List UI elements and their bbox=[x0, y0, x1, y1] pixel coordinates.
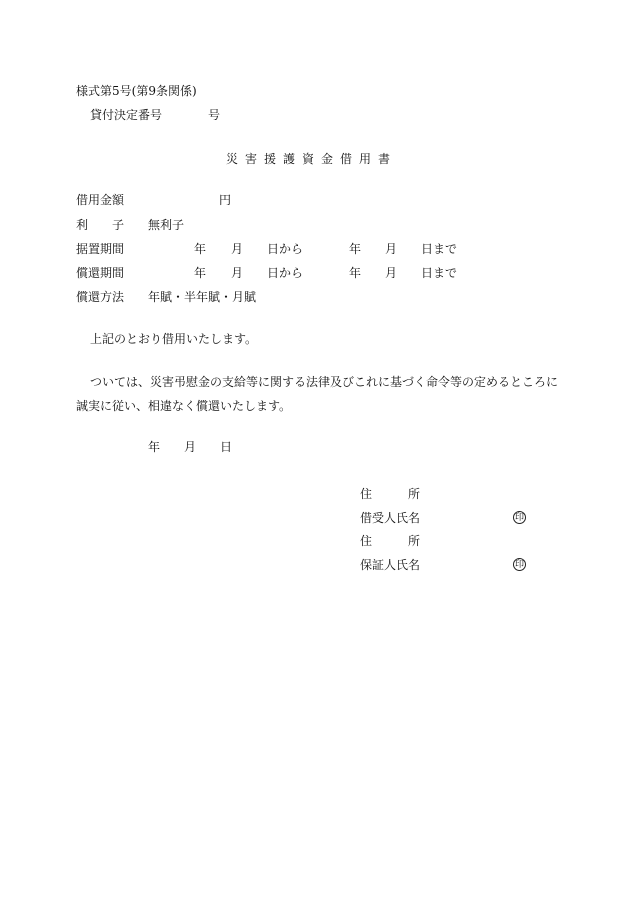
decision-number-label: 貸付決定番号 bbox=[90, 108, 163, 122]
guarantor-seal-icon: 印 bbox=[514, 560, 524, 570]
interest-label-2: 子 bbox=[112, 218, 125, 232]
guarantor-address-label-2: 所 bbox=[408, 534, 421, 548]
date-month: 月 bbox=[184, 440, 197, 454]
date-day: 日 bbox=[220, 440, 233, 454]
grace-from-day: 日から bbox=[267, 242, 304, 256]
repay-from-year: 年 bbox=[194, 266, 207, 280]
grace-from-month: 月 bbox=[231, 242, 244, 256]
form-number: 様式第5号(第9条関係) bbox=[76, 84, 197, 98]
repay-from-day: 日から bbox=[267, 266, 304, 280]
grace-to-month: 月 bbox=[385, 242, 398, 256]
amount-unit: 円 bbox=[219, 193, 232, 207]
guarantor-address-label-1: 住 bbox=[360, 534, 373, 548]
borrower-seal-icon: 印 bbox=[514, 513, 524, 523]
repay-period-label: 償還期間 bbox=[76, 266, 125, 280]
document-title: 災害援護資金借用書 bbox=[226, 152, 398, 166]
interest-value: 無利子 bbox=[148, 218, 185, 232]
repay-from-month: 月 bbox=[231, 266, 244, 280]
borrower-address-label-2: 所 bbox=[408, 487, 421, 501]
repay-to-year: 年 bbox=[349, 266, 362, 280]
borrower-address-label-1: 住 bbox=[360, 487, 373, 501]
body-paragraph-2-line-2: 誠実に従い、相違なく償還いたします。 bbox=[76, 399, 292, 413]
grace-from-year: 年 bbox=[194, 242, 207, 256]
grace-to-day: 日まで bbox=[421, 242, 458, 256]
grace-to-year: 年 bbox=[349, 242, 362, 256]
repay-to-day: 日まで bbox=[421, 266, 458, 280]
interest-label-1: 利 bbox=[76, 218, 89, 232]
repay-to-month: 月 bbox=[385, 266, 398, 280]
amount-label: 借用金額 bbox=[76, 193, 125, 207]
repay-method-value: 年賦・半年賦・月賦 bbox=[148, 290, 257, 304]
decision-number-suffix: 号 bbox=[208, 108, 221, 122]
date-year: 年 bbox=[148, 440, 161, 454]
body-paragraph-1: 上記のとおり借用いたします。 bbox=[90, 332, 258, 346]
borrower-name-label: 借受人氏名 bbox=[360, 511, 421, 525]
body-paragraph-2-line-1: ついては、災害弔慰金の支給等に関する法律及びこれに基づく命令等の定めるところに bbox=[90, 375, 559, 389]
guarantor-name-label: 保証人氏名 bbox=[360, 558, 421, 572]
grace-period-label: 据置期間 bbox=[76, 242, 125, 256]
repay-method-label: 償還方法 bbox=[76, 290, 125, 304]
